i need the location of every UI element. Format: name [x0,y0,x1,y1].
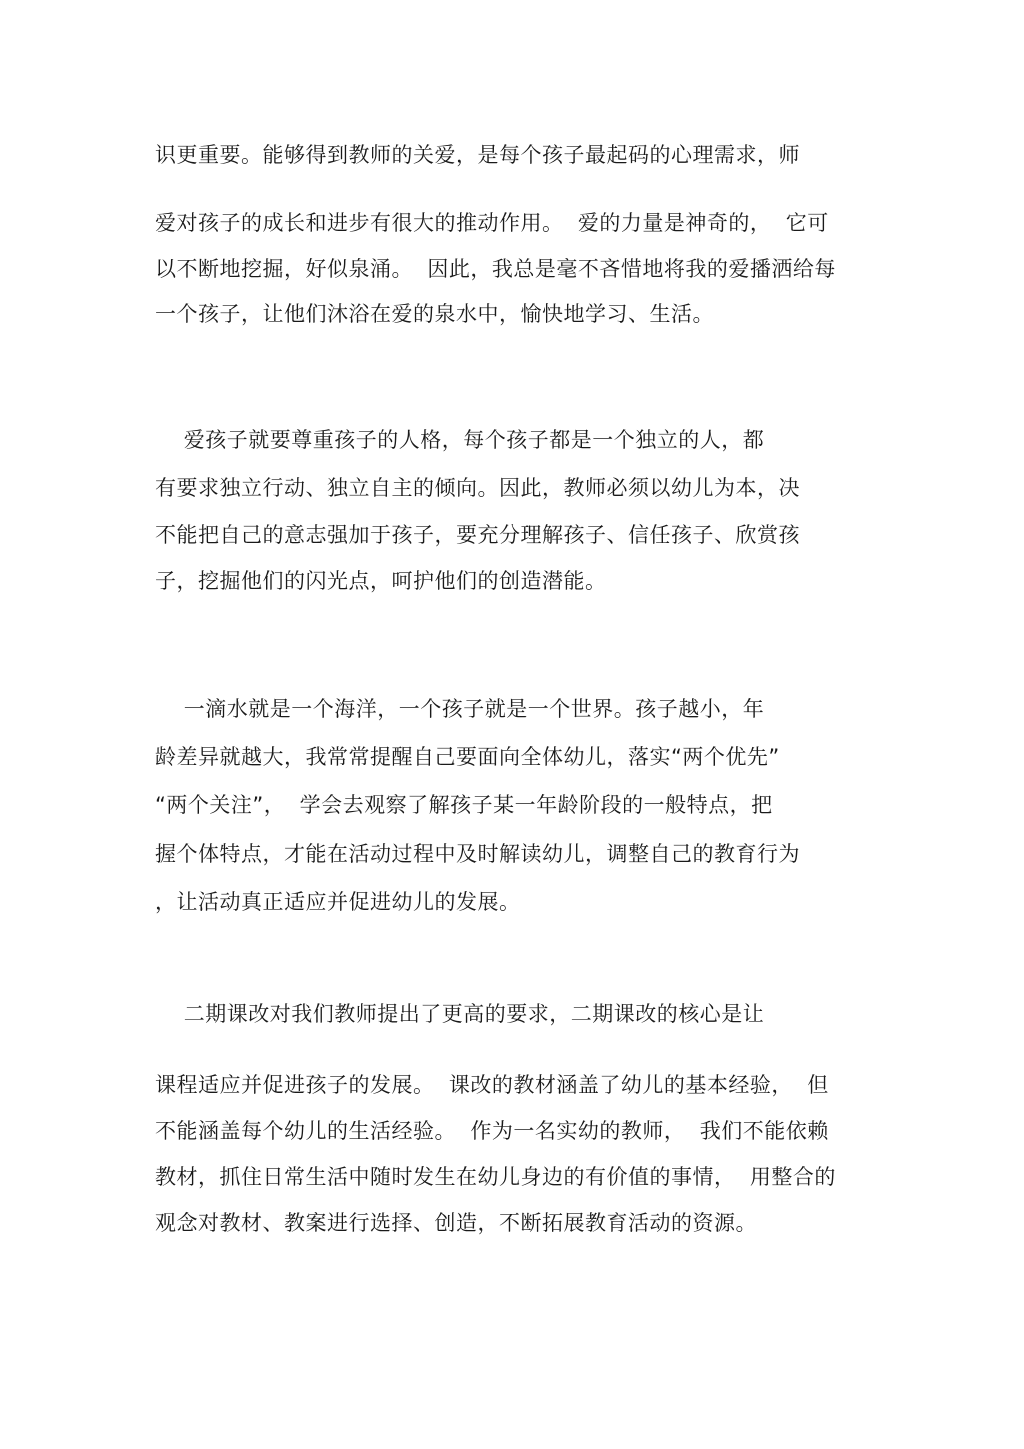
text-line: 观念对教材、教案进行选择、创造，不断拓展教育活动的资源。 [155,1211,757,1235]
text-line: ，让活动真正适应并促进幼儿的发展。 [155,890,521,914]
text-line: 二期课改对我们教师提出了更高的要求，二期课改的核心是让 [155,1002,765,1026]
text-line: “两个关注”， 学会去观察了解孩子某一年龄阶段的一般特点，把 [155,793,773,817]
text-line: 龄差异就越大，我常常提醒自己要面向全体幼儿，落实“两个优先” [155,745,780,769]
text-line: 一滴水就是一个海洋，一个孩子就是一个世界。孩子越小，年 [155,697,765,721]
text-line: 以不断地挖掘，好似泉涌。 因此，我总是毫不吝惜地将我的爱播洒给每 [155,257,836,281]
text-line: 识更重要。能够得到教师的关爱，是每个孩子最起码的心理需求，师 [155,143,800,167]
text-line: 爱对孩子的成长和进步有很大的推动作用。 爱的力量是神奇的， 它可 [155,211,829,235]
text-line: 有要求独立行动、独立自主的倾向。因此，教师必须以幼儿为本，决 [155,476,800,500]
text-line: 一个孩子，让他们沐浴在爱的泉水中，愉快地学习、生活。 [155,302,714,326]
text-line: 爱孩子就要尊重孩子的人格，每个孩子都是一个独立的人，都 [155,428,765,452]
text-line: 握个体特点，才能在活动过程中及时解读幼儿，调整自己的教育行为 [155,842,800,866]
text-line: 子，挖掘他们的闪光点，呵护他们的创造潜能。 [155,569,607,593]
text-line: 不能把自己的意志强加于孩子，要充分理解孩子、信任孩子、欣赏孩 [155,523,800,547]
text-line: 不能涵盖每个幼儿的生活经验。 作为一名实幼的教师， 我们不能依赖 [155,1119,829,1143]
text-line: 教材，抓住日常生活中随时发生在幼儿身边的有价值的事情， 用整合的 [155,1165,836,1189]
text-line: 课程适应并促进孩子的发展。 课改的教材涵盖了幼儿的基本经验， 但 [155,1073,829,1097]
